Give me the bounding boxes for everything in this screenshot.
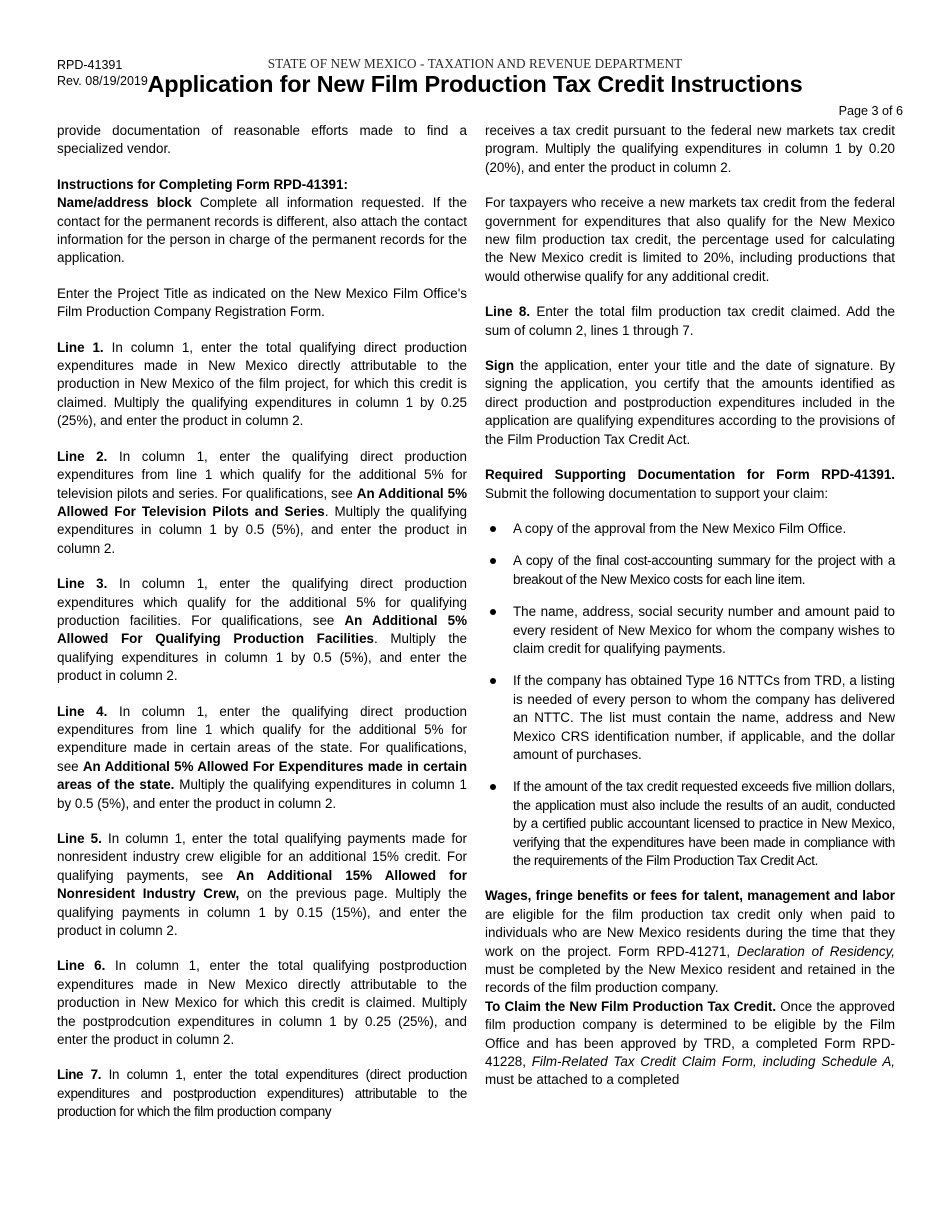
claim-credit-label: To Claim the New Film Production Tax Credit. xyxy=(485,998,777,1014)
paragraph-wages xyxy=(485,887,895,997)
paragraph-line-8 xyxy=(485,303,895,340)
line-2-bold-reference: An Additional 5% Allowed For Television Pilots and Series xyxy=(57,485,467,519)
paragraph-line-3 xyxy=(57,575,467,685)
bullet-icon xyxy=(490,678,496,684)
paragraph-line-2 xyxy=(57,448,467,558)
name-address-subheading: Name/address block xyxy=(57,195,192,211)
page-number: Page 3 of 6 xyxy=(838,104,903,118)
paragraph-continued-vendor: provide documentation of reasonable efforts made to find a specialized vendor. xyxy=(57,123,467,157)
sign-body: the application, enter your title and the date of signature. By signing the application, you certify that the amounts identified as direct production and postproduction expenditures included in the application are qualifying expenditures according to the provisions of the Film Production Tax Credit Act. xyxy=(485,358,895,447)
line-5-label: Line 5. xyxy=(57,831,102,846)
line-5-body-part-1: In column 1, enter the total qualifying payments made for nonresident industry crew eligible for an additional 15% credit. For qualifying payments, see xyxy=(57,831,467,883)
paragraph-line-7 xyxy=(57,1066,467,1121)
claim-credit-body-part-2: must be attached to a completed xyxy=(485,1072,680,1088)
left-column xyxy=(57,122,467,1122)
line-1-label: Line 1. xyxy=(57,339,104,355)
paragraph-line-6 xyxy=(57,957,467,1049)
line-3-body-part-2: . Multiply the qualifying expenditures in column 1 by 0.5 (5%), and enter the product in column 2. xyxy=(57,631,467,684)
right-column xyxy=(485,122,895,1090)
list-item xyxy=(485,778,895,870)
line-2-label: Line 2. xyxy=(57,448,108,464)
claim-credit-italic-reference: Film-Related Tax Credit Claim Form, including Schedule A, xyxy=(531,1054,895,1070)
paragraph-line-4 xyxy=(57,703,467,813)
bullet-icon xyxy=(490,784,496,790)
list-item-text: A copy of the final cost-accounting summary for the project with a breakout of the New Mexico costs for each line item. xyxy=(513,553,895,587)
paragraph-claim-credit xyxy=(485,998,895,1090)
wages-body-part-1: are eligible for the film production tax credit only when paid to individuals who are New Mexico residents during the time that they work on the project. Form RPD-41271, xyxy=(485,906,895,959)
bullet-icon xyxy=(490,609,496,615)
form-number: RPD-41391 xyxy=(57,58,123,72)
line-8-body: Enter the total film production tax credit claimed. Add the sum of column 2, lines 1 through 7. xyxy=(485,304,895,338)
paragraph-line-5 xyxy=(57,830,467,940)
instructions-heading: Instructions for Completing Form RPD-41391: xyxy=(57,176,348,192)
list-item-text: A copy of the approval from the New Mexico Film Office. xyxy=(513,520,847,536)
paragraph-instructions-completing xyxy=(57,176,467,268)
list-item-text: The name, address, social security number and amount paid to every resident of New Mexico for whom the company wishes to claim credit for qualifying payments. xyxy=(513,604,895,656)
line-6-body: In column 1, enter the total qualifying postproduction expenditures made in New Mexico directly attributable to the production in New Mexico for which this credit is claimed. Multiply the postprodcution expenditures in column 1 by 0.25 (25%), and enter the product in column 2. xyxy=(57,958,467,1048)
agency-name: STATE OF NEW MEXICO - TAXATION AND REVENUE DEPARTMENT xyxy=(267,56,683,71)
list-item xyxy=(485,672,895,764)
required-documentation-body: Submit the following documentation to support your claim: xyxy=(485,485,829,501)
line-2-body-part-1: In column 1, enter the qualifying direct production expenditures from line 1 which qualify for the additional 5% for television pilots and series. For qualifications, see xyxy=(57,448,467,501)
wages-body-part-2: must be completed by the New Mexico resident and retained in the records of the film production company. xyxy=(485,962,895,996)
list-item-text: If the company has obtained Type 16 NTTCs from TRD, a listing is needed of every person to whom the company has delivered an NTTC. The list must contain the name, address and New Mexico CRS identification number, if applicable, and the dollar amount of purchases. xyxy=(513,673,895,762)
line-4-label: Line 4. xyxy=(57,703,108,719)
line-3-label: Line 3. xyxy=(57,576,108,592)
line-4-bold-reference: An Additional 5% Allowed For Expenditures made in certain areas of the state. xyxy=(57,758,468,793)
line-3-bold-reference: An Additional 5% Allowed For Qualifying Production Facilities xyxy=(57,612,468,647)
paragraph-taxpayers-new-markets: For taxpayers who receive a new markets tax credit from the federal government for expenditures that also qualify for the New Mexico new film production tax credit, the percentage used for calculating the New Mexico credit is limited to 20%, including productions that would otherwise qualify for any additional credit. xyxy=(485,195,895,284)
line-7-body: In column 1, enter the total expenditures (direct production expenditures and postproduction expenditures) attributable to the production for which the film production company xyxy=(57,1067,467,1120)
bullet-icon xyxy=(490,526,496,532)
required-documentation-heading: Required Supporting Documentation for Form RPD-41391. xyxy=(485,467,895,483)
name-address-body: Complete all information requested. If the contact for the permanent records is different, also attach the contact information for the person in charge of the permanent records for the application. xyxy=(57,195,467,266)
wages-label: Wages, fringe benefits or fees for talent, management and labor xyxy=(485,888,895,904)
line-7-label: Line 7. xyxy=(57,1067,102,1083)
wages-italic-reference: Declaration of Residency, xyxy=(737,943,895,959)
required-documentation-list xyxy=(485,520,895,871)
paragraph-continued-new-markets: receives a tax credit pursuant to the federal new markets tax credit program. Multiply the qualifying expenditures in column 1 by 0.20 (20%), and enter the product in column 2. xyxy=(485,123,895,175)
form-revision-date: Rev. 08/19/2019 xyxy=(57,74,148,88)
sign-label: Sign xyxy=(485,358,515,374)
paragraph-sign xyxy=(485,357,895,449)
bullet-icon xyxy=(490,558,496,564)
list-item xyxy=(485,520,895,538)
list-item-text: If the amount of the tax credit requested exceeds five million dollars, the application must also include the results of an audit, conducted by a certified public accountant licensed to practice in New Mexico, verifying that the expenditures have been made in compliance with the requirements of the Film Production Tax Credit Act. xyxy=(513,779,895,868)
list-item xyxy=(485,603,895,658)
list-item xyxy=(485,552,895,589)
paragraph-project-title: Enter the Project Title as indicated on the New Mexico Film Office's Film Production Company Registration Form. xyxy=(57,285,467,320)
paragraph-required-documentation xyxy=(485,466,895,503)
line-4-body-part-1: In column 1, enter the qualifying direct production expenditures from line 1 which qualify for the additional 5% for expenditure made in certain areas of the state. For qualifications, see xyxy=(57,703,467,774)
line-2-body-part-2: . Multiply the qualifying expenditures in column 1 by 0.5 (5%), and enter the product in column 2. xyxy=(57,503,468,556)
line-6-label: Line 6. xyxy=(57,958,106,974)
line-8-label: Line 8. xyxy=(485,304,531,320)
paragraph-line-1 xyxy=(57,339,467,431)
line-5-bold-reference: An Additional 15% Allowed for Nonresident Industry Crew, xyxy=(57,867,467,902)
line-4-body-part-2: Multiply the qualifying expenditures in column 1 by 0.5 (5%), and enter the product in column 2. xyxy=(57,777,467,811)
line-3-body-part-1: In column 1, enter the qualifying direct production expenditures which qualify for the additional 5% for qualifying production facilities. For qualifications, see xyxy=(57,576,467,628)
line-5-body-part-2: on the previous page. Multiply the qualifying payments in column 1 by 0.15 (15%), and enter the product in column 2. xyxy=(57,886,467,939)
page-title: Application for New Film Production Tax Credit Instructions xyxy=(147,71,803,97)
page-header xyxy=(0,0,950,118)
claim-credit-body-part-1: Once the approved film production company is determined to be eligible by the Film Office and has been approved by TRD, a completed Form RPD-41228, xyxy=(485,998,895,1070)
line-1-body: In column 1, enter the total qualifying direct production expenditures made in New Mexico directly attributable to the production in New Mexico of the film project, for which this credit is claimed. Multiply the qualifying expenditures in column 1 by 0.25 (25%), and enter the product in column 2. xyxy=(57,339,467,429)
